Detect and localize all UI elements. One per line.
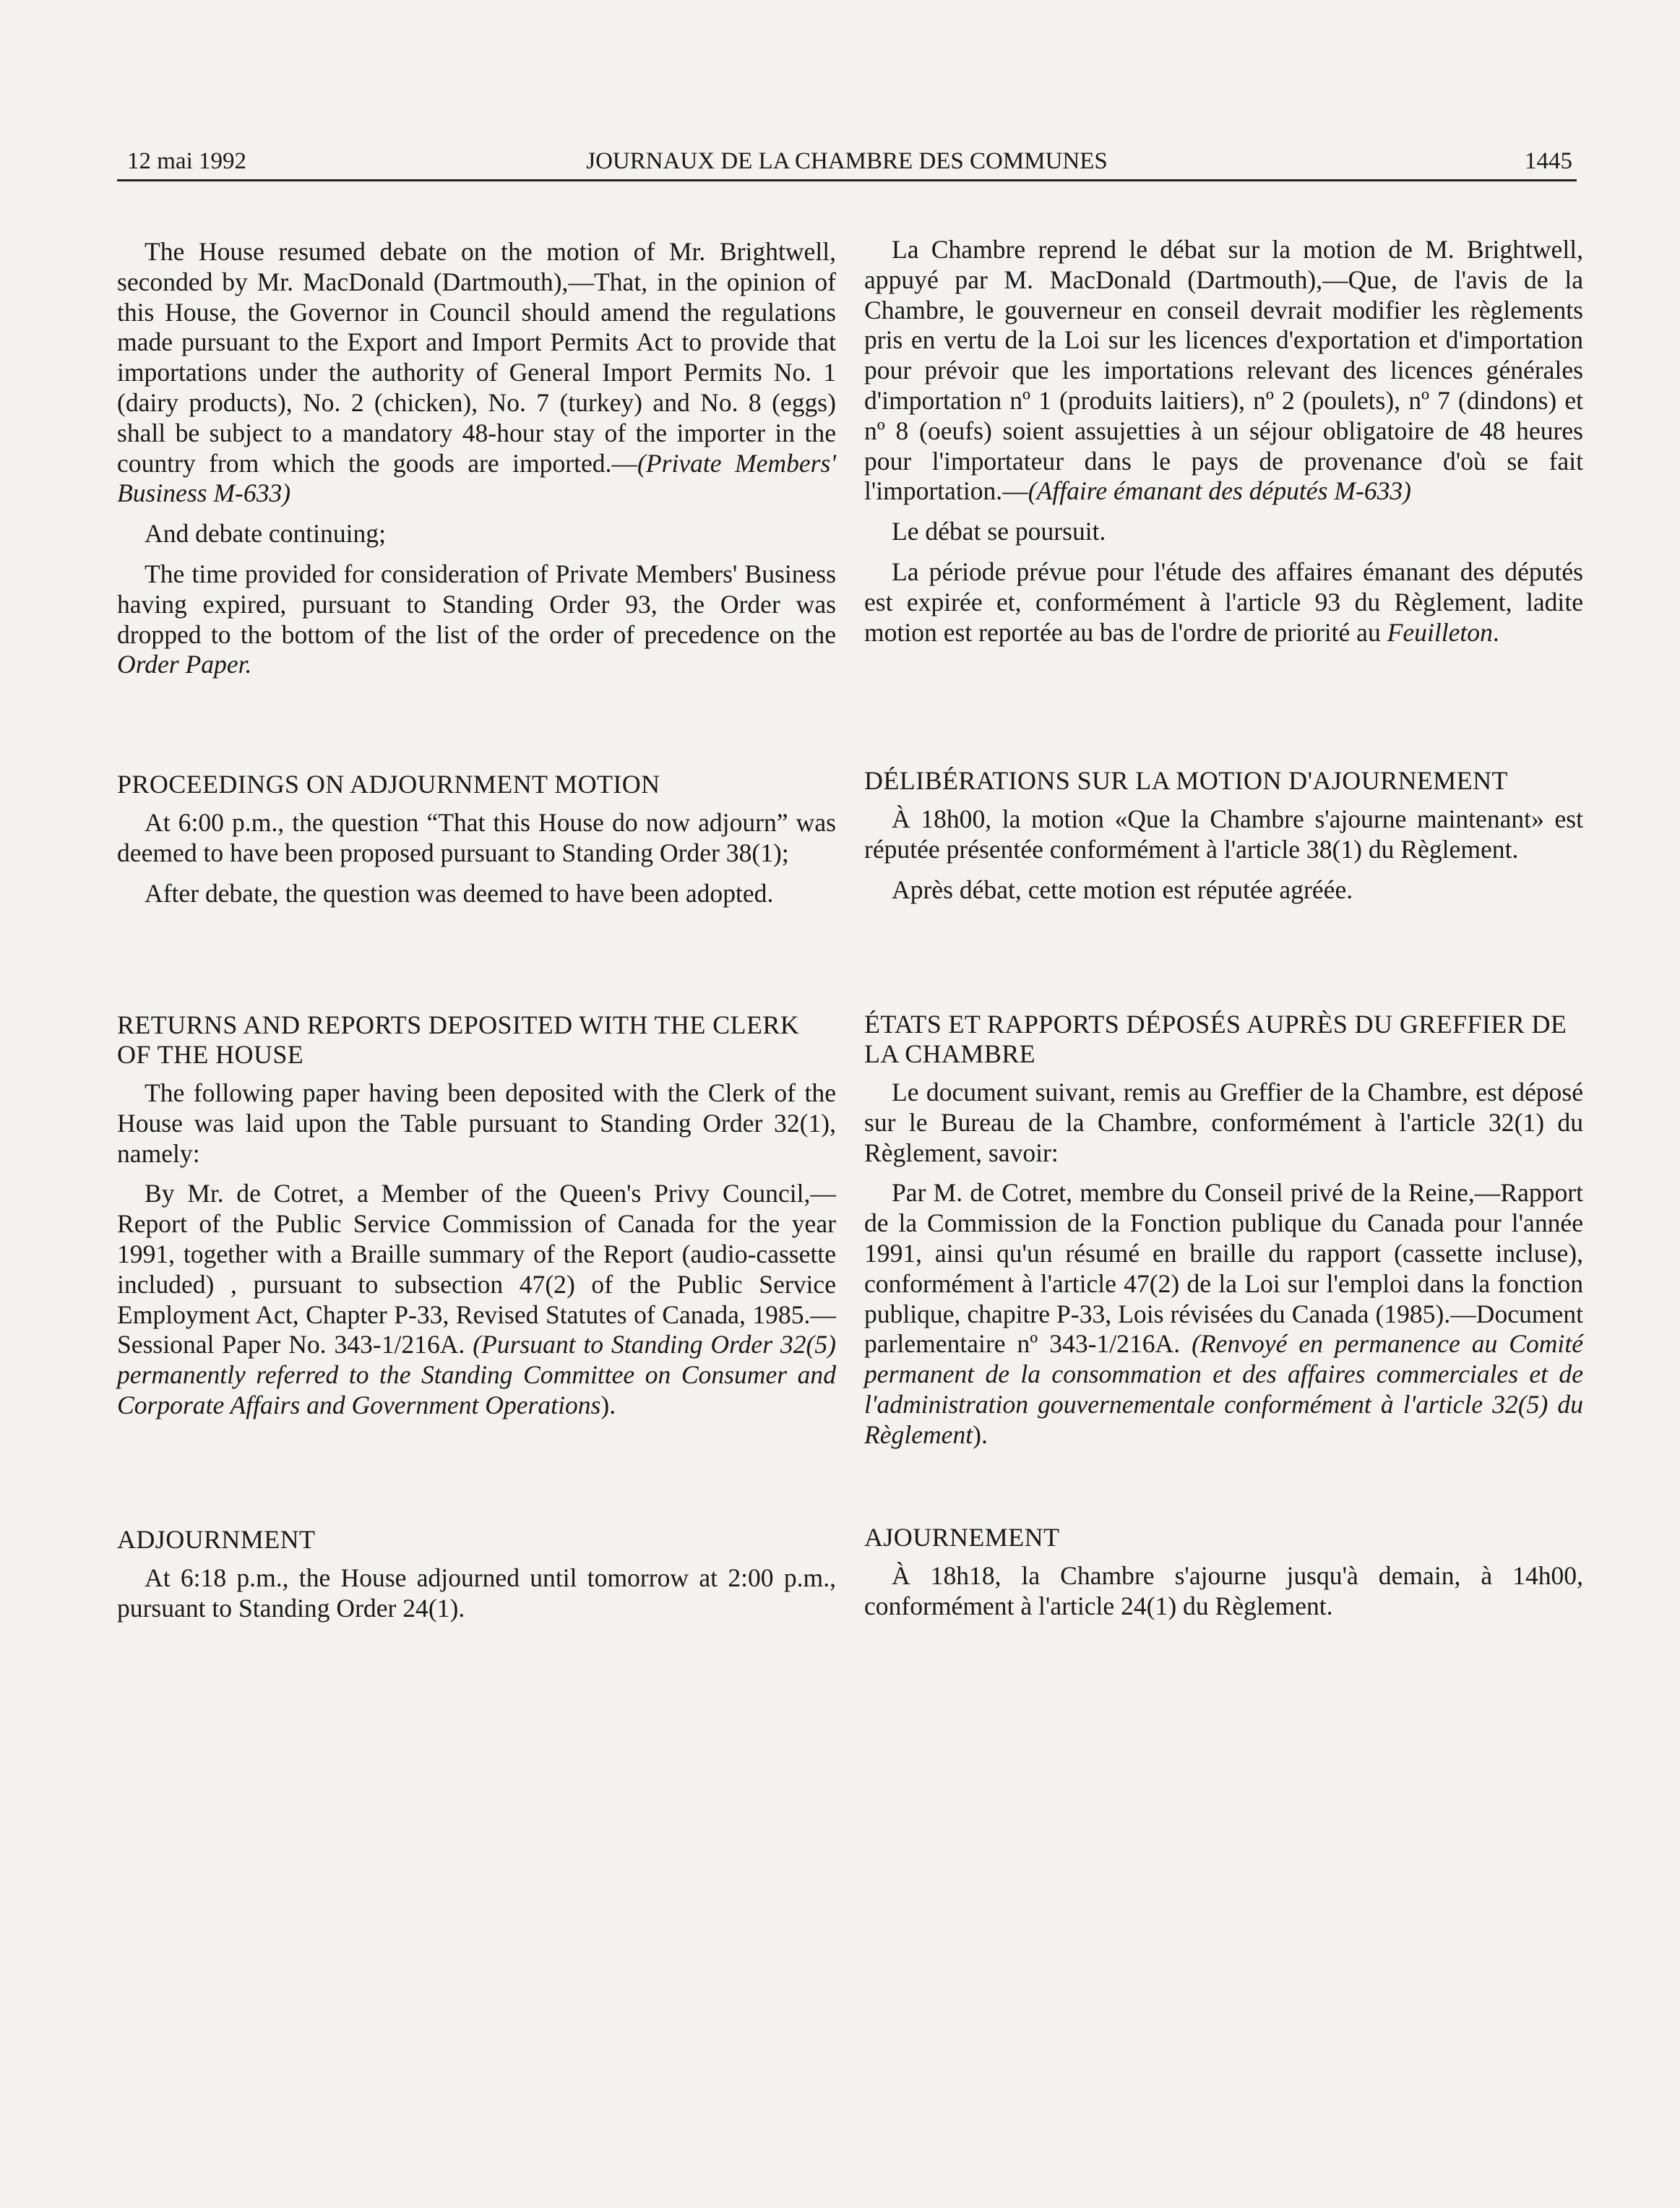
en-returns-heading: RETURNS AND REPORTS DEPOSITED WITH THE CLERK OF THE HOUSE bbox=[117, 1010, 800, 1069]
en-returns-report: By Mr. de Cotret, a Member of the Queen's Privy Council,—Report of the Public Service Commission of Canada for the year 1991, together with a Braille summary of the Report (audio-cassette included) , pursuant to subsection 47(2) of the Public Service Employment Act, Chapter P-33, Revised Statutes of Canada, 1985.—Sessional Paper No. 343-1/216A. (Pursuant to Standing Order 32(5) permanently referred to the Standing Committee on Consumer and Corporate Affairs and Government Operations). bbox=[117, 1179, 836, 1419]
en-returns-intro: The following paper having been deposited with the Clerk of the House was laid upon the Table pursuant to Standing Order 32(1), namely: bbox=[117, 1078, 836, 1168]
fr-returns-section bbox=[864, 1010, 1583, 1451]
en-adjournment-motion-paragraph: At 6:00 p.m., the question “That this House do now adjourn” was deemed to have been proposed pursuant to Standing Order 38(1); bbox=[117, 808, 836, 867]
running-head bbox=[117, 142, 1577, 181]
en-debate-continuing: And debate continuing; bbox=[145, 519, 386, 549]
en-returns-section bbox=[117, 1010, 836, 1421]
en-adjournment-paragraph: At 6:18 p.m., the House adjourned until tomorrow at 2:00 p.m., pursuant to Standing Order 24(1). bbox=[117, 1563, 836, 1623]
header-date: 12 mai 1992 bbox=[127, 148, 246, 174]
en-order-dropped: The time provided for consideration of Private Members' Business having expired, pursuant to Standing Order 93, the Order was dropped to the bottom of the list of the order of precedence on the Order Paper. bbox=[117, 559, 836, 679]
en-adjournment-motion-result: After debate, the question was deemed to have been adopted. bbox=[145, 878, 774, 908]
fr-adjournment-heading: AJOURNEMENT bbox=[864, 1523, 1060, 1552]
fr-returns-intro: Le document suivant, remis au Greffier de la Chambre, est déposé sur le Bureau de la Chambre, conformément à l'article 32(1) du Règlement, savoir: bbox=[864, 1078, 1583, 1167]
fr-motion-paragraph: La Chambre reprend le débat sur la motion de M. Brightwell, appuyé par M. MacDonald (Dartmouth),—Que, de l'avis de la Chambre, le gouverneur en conseil devrait modifier les règlements pris en vertu de la Loi sur les licences d'exportation et d'importation pour prévoir que les importations relevant des licences générales d'importation nº 1 (produits laitiers), nº 2 (poulets), nº 7 (dindons) et nº 8 (oeufs) soient assujetties à un séjour obligatoire de 48 heures pour l'importateur dans le pays de provenance d'où se fait l'importation.—(Affaire émanant des députés M-633) bbox=[864, 235, 1583, 506]
fr-returns-report: Par M. de Cotret, membre du Conseil privé de la Reine,—Rapport de la Commission de la Fonction publique du Canada pour l'année 1991, ainsi qu'un résumé en braille du rapport (cassette incluse), conformément à l'article 47(2) de la Loi sur l'emploi dans la fonction publique, chapitre P-33, Lois révisées du Canada (1985).—Document parlementaire nº 343-1/216A. (Renvoyé en permanence au Comité permanent de la consommation et des affaires commerciales et de l'administration gouvernementale conformément à l'article 32(5) du Règlement). bbox=[864, 1178, 1583, 1449]
fr-motion-section bbox=[864, 235, 1583, 648]
fr-adjournment-paragraph: À 18h18, la Chambre s'ajourne jusqu'à demain, à 14h00, conformément à l'article 24(1) du Règlement. bbox=[864, 1561, 1583, 1620]
en-adjournment-heading: ADJOURNMENT bbox=[117, 1525, 316, 1554]
fr-adjournment-motion-heading: DÉLIBÉRATIONS SUR LA MOTION D'AJOURNEMENT bbox=[864, 766, 1508, 795]
en-adjournment-motion-section bbox=[117, 770, 836, 908]
page-number: 1445 bbox=[1525, 148, 1572, 174]
fr-order-dropped: La période prévue pour l'étude des affaires émanant des députés est expirée et, conformément à l'article 93 du Règlement, ladite motion est reportée au bas de l'ordre de priorité au Feuilleton. bbox=[864, 557, 1583, 647]
en-motion-paragraph: The House resumed debate on the motion of Mr. Brightwell, seconded by Mr. MacDonald (Dartmouth),—That, in the opinion of this House, the Governor in Council should amend the regulations made pursuant to the Export and Import Permits Act to provide that importations under the authority of General Import Permits No. 1 (dairy products), No. 2 (chicken), No. 7 (turkey) and No. 8 (eggs) shall be subject to a mandatory 48-hour stay of the importer in the country from which the goods are imported.—(Private Members' Business M-633) bbox=[117, 237, 836, 508]
fr-adjournment-motion-paragraph: À 18h00, la motion «Que la Chambre s'ajourne maintenant» est réputée présentée conformément à l'article 38(1) du Règlement. bbox=[864, 804, 1583, 864]
fr-adjournment-section bbox=[864, 1523, 1583, 1622]
header-title: JOURNAUX DE LA CHAMBRE DES COMMUNES bbox=[586, 148, 1108, 174]
fr-returns-heading: ÉTATS ET RAPPORTS DÉPOSÉS AUPRÈS DU GREFFIER DE LA CHAMBRE bbox=[864, 1010, 1567, 1068]
fr-adjournment-motion-section bbox=[864, 766, 1583, 905]
fr-debate-continuing: Le débat se poursuit. bbox=[892, 517, 1106, 546]
en-adjournment-motion-heading: PROCEEDINGS ON ADJOURNMENT MOTION bbox=[117, 770, 660, 799]
fr-adjournment-motion-result: Après débat, cette motion est réputée agréée. bbox=[892, 875, 1353, 904]
en-adjournment-section bbox=[117, 1525, 836, 1624]
en-motion-section bbox=[117, 237, 836, 680]
